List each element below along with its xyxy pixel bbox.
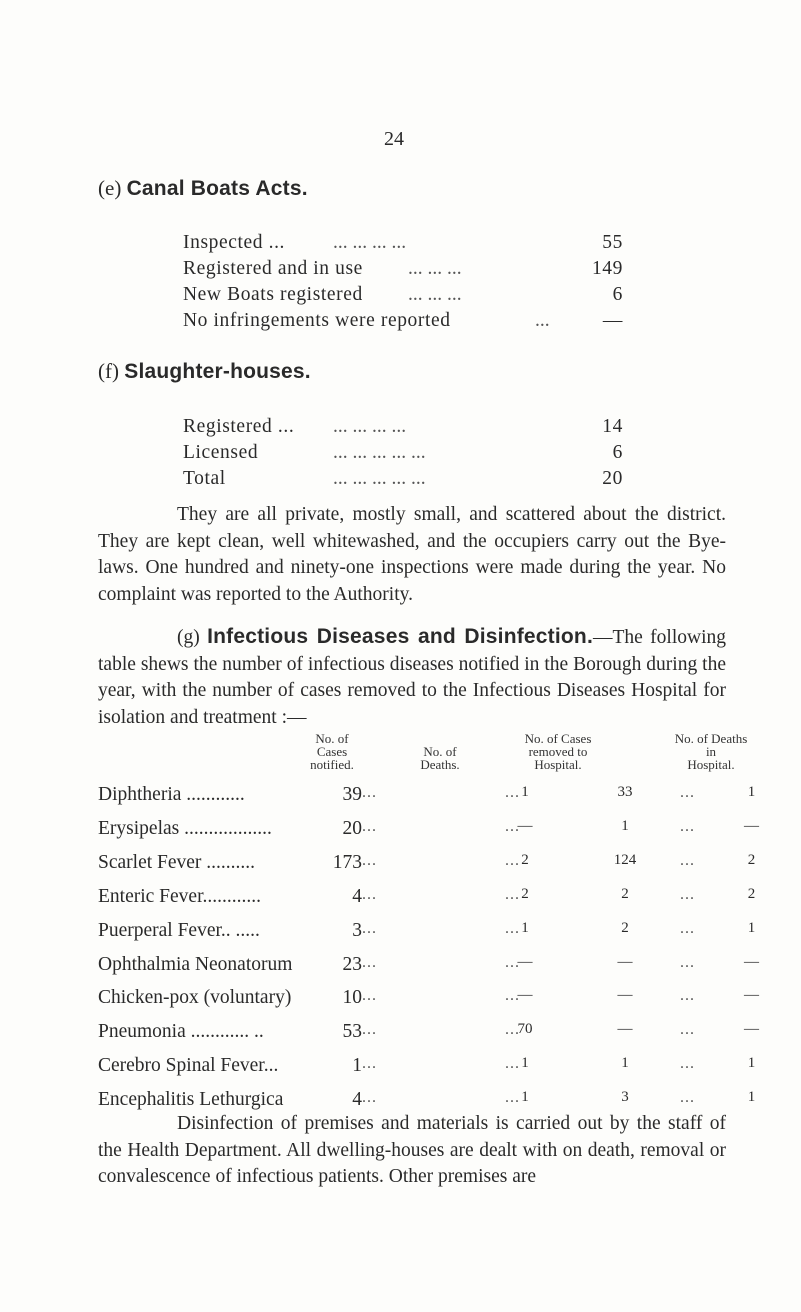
canal-boats-heading — [98, 176, 308, 201]
leader-dots: ... — [362, 987, 377, 1005]
list-item — [183, 232, 623, 258]
cell-cases: 23 — [342, 953, 362, 975]
list-item — [183, 258, 623, 284]
list-item-value: 6 — [612, 284, 623, 305]
disease-name: Scarlet Fever .......... — [98, 851, 256, 873]
cell-cases: 39 — [342, 784, 362, 805]
cell-removed: — — [617, 987, 633, 1004]
list-item — [183, 284, 623, 310]
cell-cases: 20 — [342, 817, 362, 839]
leader-dots: ... ... ... — [408, 284, 462, 305]
slaughter-houses-label: (f) — [98, 359, 119, 383]
list-item-text: Inspected ... — [183, 232, 286, 253]
infectious-diseases-label: (g) — [177, 627, 200, 648]
cell-hosp-deaths: 2 — [747, 851, 756, 868]
leader-dots: ... — [505, 851, 520, 869]
cell-removed: 124 — [613, 851, 637, 868]
table-row — [98, 886, 758, 916]
cell-removed: 1 — [621, 817, 629, 834]
cell-removed: — — [617, 953, 633, 970]
disease-name: Ophthalmia Neonatorum — [98, 953, 293, 975]
cell-deaths: 1 — [521, 919, 529, 936]
cell-cases: 4 — [352, 885, 362, 907]
disease-name: Cerebro Spinal Fever... — [98, 1055, 279, 1077]
column-header-removed: No. of Cases removed to Hospital. — [524, 731, 592, 772]
leader-dots: ... — [362, 1055, 377, 1073]
list-item — [183, 442, 623, 468]
cell-deaths: — — [517, 817, 533, 834]
list-item-text: Licensed — [183, 442, 259, 463]
cell-deaths: 1 — [521, 1055, 529, 1072]
cell-hosp-deaths: — — [744, 953, 759, 970]
leader-dots: ... — [505, 885, 520, 903]
canal-boats-list — [183, 232, 623, 336]
column-header-hospital-deaths: No. of Deaths in Hospital. — [674, 731, 748, 772]
cell-deaths: 70 — [517, 1021, 533, 1038]
list-item — [183, 468, 623, 494]
cell-hosp-deaths: — — [744, 987, 759, 1004]
list-item-text: Registered and in use — [183, 258, 363, 279]
cell-hosp-deaths: 1 — [747, 784, 756, 800]
table-row — [98, 784, 758, 814]
list-item-text: Total — [183, 468, 226, 489]
cell-removed: 2 — [621, 919, 629, 936]
table-row — [98, 818, 758, 848]
leader-dots: ... — [680, 784, 695, 801]
leader-dots: ... — [362, 1089, 377, 1107]
leader-dots: ... — [505, 919, 520, 937]
leader-dots: ... ... ... — [408, 258, 462, 279]
leader-dots: ... — [680, 851, 695, 869]
list-item — [183, 416, 623, 442]
leader-dots: ... — [680, 953, 695, 971]
slaughter-houses-title: Slaughter-houses. — [124, 360, 311, 383]
list-item-text: No infringements were reported — [183, 310, 451, 331]
cell-deaths: 2 — [521, 851, 529, 868]
infectious-diseases-paragraph — [98, 624, 726, 731]
leader-dots: ... — [680, 919, 695, 937]
cell-removed: 2 — [621, 885, 629, 902]
cell-deaths: 2 — [521, 885, 529, 902]
table-row — [98, 987, 758, 1017]
leader-dots: ... — [505, 1089, 520, 1107]
cell-hosp-deaths: — — [744, 1021, 759, 1038]
page-number: 24 — [384, 128, 404, 150]
list-item-text: Registered ... — [183, 416, 295, 437]
table-row — [98, 852, 758, 882]
leader-dots: ... — [680, 885, 695, 903]
list-item-value: 14 — [602, 416, 623, 437]
leader-dots: ... — [362, 817, 377, 835]
cell-hosp-deaths: 1 — [747, 919, 756, 936]
canal-boats-label: (e) — [98, 176, 122, 200]
leader-dots: ... — [505, 1055, 520, 1073]
cell-hosp-deaths: 1 — [747, 1089, 756, 1106]
list-item-value: 55 — [602, 232, 623, 253]
cell-cases: 53 — [342, 1021, 362, 1043]
canal-boats-title: Canal Boats Acts. — [126, 177, 308, 200]
disease-name: Erysipelas .................. — [98, 817, 272, 839]
leader-dots: ... — [680, 1021, 695, 1039]
disease-name: Puerperal Fever.. ..... — [98, 919, 260, 941]
leader-dots: ... — [362, 1021, 377, 1039]
table-row — [98, 954, 758, 984]
leader-dots: ... — [362, 885, 377, 903]
table-row — [98, 1021, 758, 1051]
cell-cases: 3 — [352, 919, 362, 941]
cell-deaths: 1 — [521, 784, 529, 800]
leader-dots: ... — [362, 851, 377, 869]
cell-cases: 4 — [352, 1089, 362, 1111]
paragraph-text: Disinfection of premises and materials is carried out by the staff of the Health Department. All dwelling-houses are dealt with on death, removal or convalescence of infectious patients. Other premises are — [98, 1113, 726, 1187]
disease-name: Diphtheria ............ — [98, 784, 245, 805]
leader-dots: ... — [505, 1021, 520, 1039]
cell-removed: 3 — [621, 1089, 629, 1106]
table-row — [98, 920, 758, 950]
infectious-diseases-title: Infectious Diseases and Disinfection. — [207, 625, 593, 648]
disinfection-paragraph — [98, 1111, 726, 1191]
cell-cases: 173 — [332, 851, 362, 873]
cell-cases: 10 — [342, 987, 362, 1009]
column-header-deaths: No. of Deaths. — [420, 744, 460, 772]
cell-hosp-deaths: 2 — [747, 885, 756, 902]
cell-hosp-deaths: 1 — [747, 1055, 756, 1072]
leader-dots: ... — [505, 784, 520, 801]
paragraph-text: They are all private, mostly small, and scattered about the district. They are kept clean, well whitewashed, and the occupiers carry out the Bye-laws. One hundred and ninety-one inspections were made during the year. No complaint was reported to the Authority. — [98, 504, 726, 605]
leader-dots: ... ... ... ... — [333, 416, 407, 437]
table-row — [98, 1055, 758, 1085]
list-item-value: — — [602, 310, 623, 331]
cell-hosp-deaths: — — [744, 817, 759, 834]
disease-name: Pneumonia ............ .. — [98, 1021, 264, 1043]
leader-dots: ... — [680, 987, 695, 1005]
leader-dots: ... — [362, 784, 377, 801]
cell-cases: 1 — [352, 1055, 362, 1077]
list-item-value: 6 — [612, 442, 623, 463]
list-item-value: 20 — [602, 468, 623, 489]
slaughter-houses-heading — [98, 359, 311, 384]
leader-dots: ... — [505, 817, 520, 835]
disease-name: Enteric Fever............ — [98, 885, 261, 907]
leader-dots: ... ... ... ... ... — [333, 468, 426, 489]
cell-deaths: 1 — [521, 1089, 529, 1106]
leader-dots: ... — [680, 1089, 695, 1107]
slaughter-houses-paragraph — [98, 502, 726, 608]
cell-deaths: — — [517, 953, 533, 970]
leader-dots: ... — [362, 919, 377, 937]
slaughter-houses-list — [183, 416, 623, 494]
leader-dots: ... ... ... ... ... — [333, 442, 426, 463]
leader-dots: ... ... ... ... — [333, 232, 407, 253]
disease-name: Encephalitis Lethurgica — [98, 1089, 284, 1111]
column-header-cases: No. of Cases notified. — [310, 731, 354, 772]
cell-removed: 1 — [621, 1055, 629, 1072]
leader-dots: ... — [680, 1055, 695, 1073]
disease-name: Chicken-pox (voluntary) — [98, 987, 292, 1009]
list-item-value: 149 — [591, 258, 623, 279]
leader-dots: ... — [505, 987, 520, 1005]
list-item-text: New Boats registered — [183, 284, 363, 305]
leader-dots: ... — [362, 953, 377, 971]
cell-removed: — — [617, 1021, 633, 1038]
list-item — [183, 310, 623, 336]
leader-dots: ... — [505, 953, 520, 971]
infectious-diseases-intro: —The following table shews the number of infectious diseases notified in the Borough during the year, with the number of cases removed to the Infectious Diseases Hospital for isolation and treatment :— — [98, 627, 726, 728]
cell-removed: 33 — [617, 784, 633, 800]
leader-dots: ... — [680, 817, 695, 835]
leader-dots: ... — [535, 310, 550, 331]
cell-deaths: — — [517, 987, 533, 1004]
